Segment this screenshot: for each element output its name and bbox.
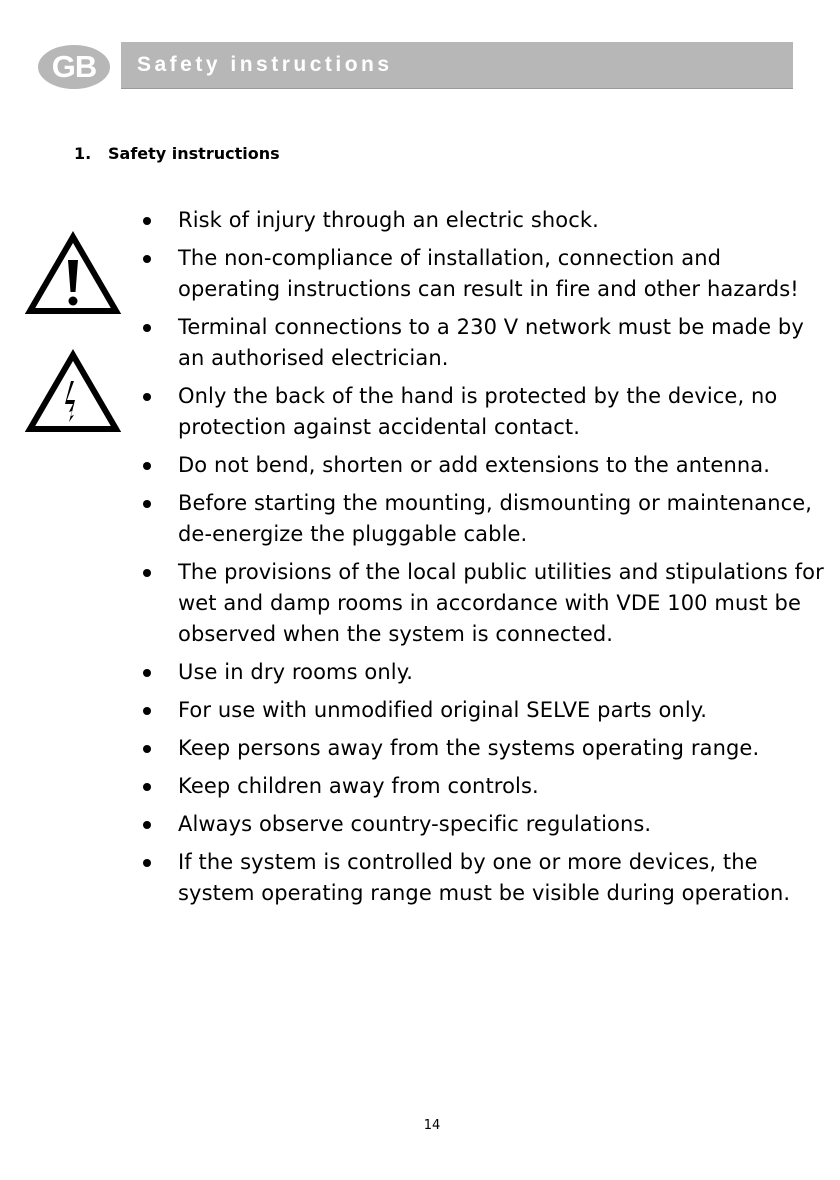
list-item — [140, 809, 830, 840]
bullet-icon — [143, 324, 151, 332]
list-item-text: If the system is controlled by one or more devices, the system operating range must be visible during operation. — [178, 850, 791, 905]
bullet-icon — [143, 821, 151, 829]
list-item-text: Risk of injury through an electric shock. — [178, 208, 599, 232]
header-title: Safety instructions — [137, 53, 393, 76]
list-item-text: Always observe country-specific regulations. — [178, 812, 652, 836]
list-item-text: Do not bend, shorten or add extensions to the antenna. — [178, 453, 771, 477]
list-item — [140, 205, 830, 236]
list-item — [140, 557, 830, 650]
language-badge-label: GB — [51, 49, 97, 84]
list-item-text: Use in dry rooms only. — [178, 660, 414, 684]
bullet-icon — [143, 255, 151, 263]
list-item — [140, 381, 830, 443]
list-item — [140, 733, 830, 764]
bullet-icon — [143, 707, 151, 715]
list-item-text: The non-compliance of installation, connection and operating instructions can result in fire and other hazards! — [178, 246, 799, 301]
list-item — [140, 312, 830, 374]
list-item-text: Before starting the mounting, dismounting or maintenance, de-energize the pluggable cable. — [178, 491, 813, 546]
list-item — [140, 657, 830, 688]
list-item-text: Terminal connections to a 230 V network must be made by an authorised electrician. — [178, 315, 804, 370]
language-badge — [38, 45, 110, 89]
list-item — [140, 847, 830, 909]
list-item — [140, 488, 830, 550]
list-item-text: The provisions of the local public utilities and stipulations for wet and damp rooms in accordance with VDE 100 must be observed when the system is connected. — [178, 560, 824, 646]
bullet-icon — [143, 745, 151, 753]
section-number: 1. — [74, 144, 92, 163]
bullet-icon — [143, 500, 151, 508]
list-item-text: For use with unmodified original SELVE parts only. — [178, 698, 708, 722]
list-item — [140, 450, 830, 481]
list-item — [140, 771, 830, 802]
section-heading — [74, 144, 280, 163]
bullet-icon — [143, 859, 151, 867]
list-item-text: Only the back of the hand is protected by the device, no protection against accidental contact. — [178, 384, 778, 439]
list-item-text: Keep children away from controls. — [178, 774, 539, 798]
bullet-icon — [143, 462, 151, 470]
list-item — [140, 695, 830, 726]
bullet-icon — [143, 783, 151, 791]
list-item — [140, 243, 830, 305]
section-title: Safety instructions — [108, 144, 280, 163]
bullet-icon — [143, 569, 151, 577]
electrical-hazard-icon — [24, 348, 122, 436]
page-number: 14 — [423, 1118, 441, 1133]
bullet-icon — [143, 217, 151, 225]
safety-rules-list — [140, 205, 830, 916]
bullet-icon — [143, 669, 151, 677]
header-bar — [121, 42, 793, 89]
warning-triangle-icon — [24, 230, 122, 318]
list-item-text: Keep persons away from the systems operating range. — [178, 736, 760, 760]
bullet-icon — [143, 393, 151, 401]
